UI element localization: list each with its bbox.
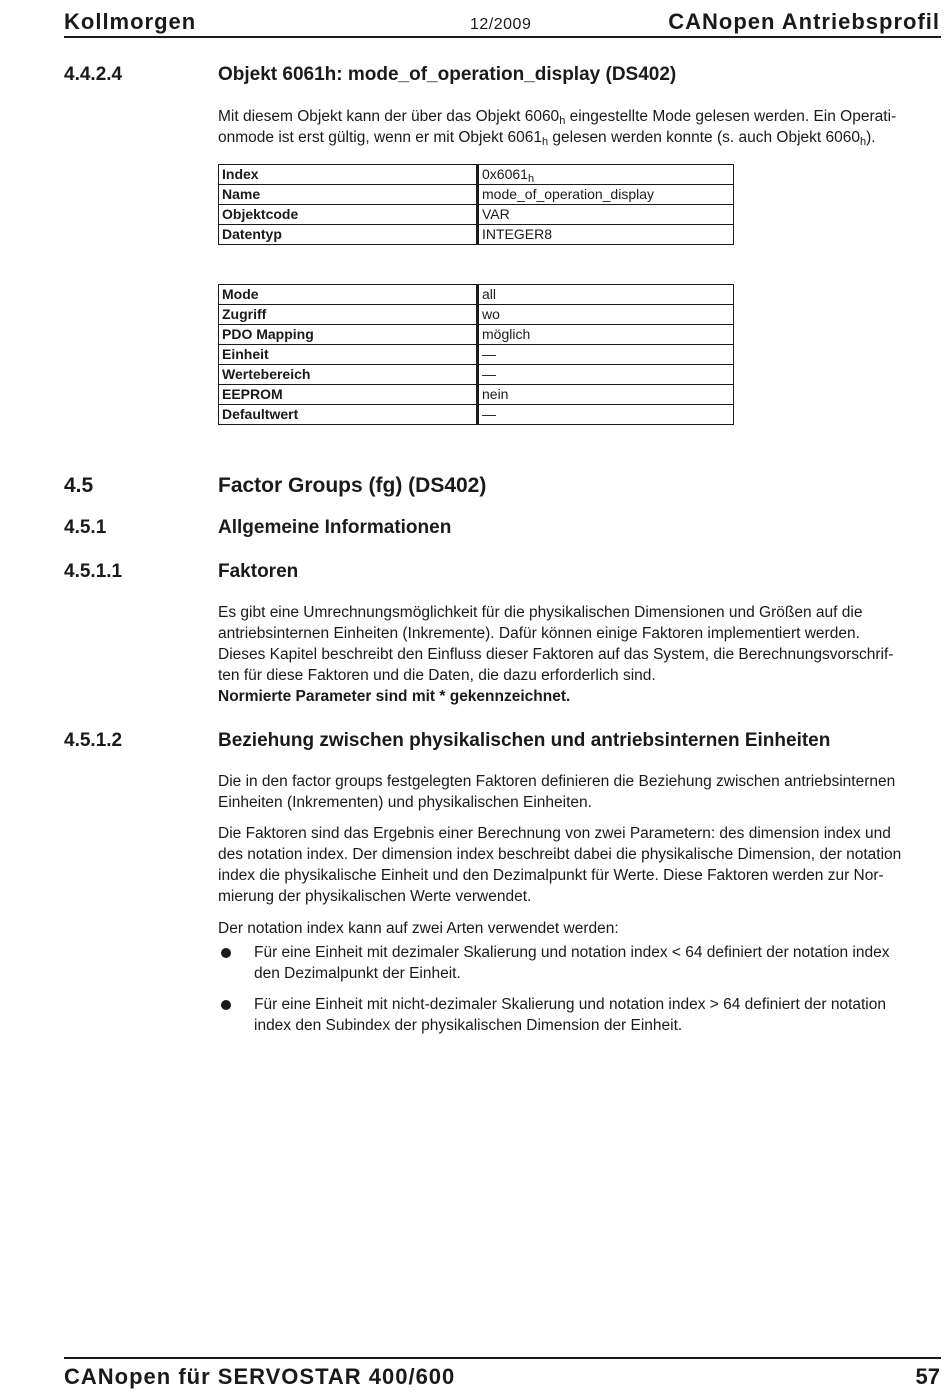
table-row	[219, 225, 734, 245]
table-value: wo	[478, 305, 734, 325]
paragraph-line: index die physikalische Einheit und den Dezimalpunkt für Werte. Diese Faktoren werden zur Nor-	[218, 867, 884, 884]
table-key: Wertebereich	[219, 365, 478, 385]
bullet-line: den Dezimalpunkt der Einheit.	[254, 965, 461, 982]
paragraph-line: ten für diese Faktoren und die Daten, die dazu erforderlich sind.	[218, 667, 656, 684]
table-key: Name	[219, 185, 478, 205]
bullet-line: Für eine Einheit mit dezimaler Skalierung und notation index < 64 definiert der notation index	[254, 944, 890, 961]
footer-document-title: CANopen für SERVOSTAR 400/600	[64, 1364, 456, 1389]
table-row	[219, 405, 734, 425]
paragraph-line: Die in den factor groups festgelegten Faktoren definieren die Beziehung zwischen antriebsinternen	[218, 773, 896, 790]
table-row	[219, 165, 734, 185]
header-company: Kollmorgen	[64, 9, 197, 34]
table-value: VAR	[478, 205, 734, 225]
table-value: all	[478, 285, 734, 305]
section-title-4512: Beziehung zwischen physikalischen und antriebsinternen Einheiten	[218, 730, 831, 751]
table-value: $0x6061_h$	[478, 165, 734, 185]
section-4512-paragraph-c: Der notation index kann auf zwei Arten verwendet werden:	[218, 920, 619, 937]
table-key: Mode	[219, 285, 478, 305]
list-item	[218, 994, 944, 1038]
table-value: —	[478, 345, 734, 365]
header-date: 12/2009	[470, 16, 532, 33]
bullet-icon	[221, 948, 231, 958]
list-item	[218, 942, 944, 986]
section-number-4424: 4.4.2.4	[64, 64, 123, 85]
table-row	[219, 285, 734, 305]
paragraph-line: mierung der physikalischen Werte verwendet.	[218, 888, 532, 905]
table-value: mode_of_operation_display	[478, 185, 734, 205]
header-document-title: CANopen Antriebsprofil	[668, 9, 940, 34]
table-row	[219, 345, 734, 365]
table-row	[219, 185, 734, 205]
table-row	[219, 365, 734, 385]
section-number-4512: 4.5.1.2	[64, 730, 123, 751]
section-4511-paragraph	[218, 602, 944, 707]
table-key: Einheit	[219, 345, 478, 365]
table-key: Objektcode	[219, 205, 478, 225]
table-key: Zugriff	[219, 305, 478, 325]
bullet-icon	[221, 1000, 231, 1010]
note-normalized-parameters: Normierte Parameter sind mit * gekennzeichnet.	[218, 688, 571, 705]
table-key: Index	[219, 165, 478, 185]
table-value: INTEGER8	[478, 225, 734, 245]
paragraph-line: Einheiten (Inkrementen) und physikalischen Einheiten.	[218, 794, 592, 811]
table-key: Datentyp	[219, 225, 478, 245]
section-4512-paragraph-a	[218, 771, 944, 813]
section-title-4511: Faktoren	[218, 561, 299, 582]
table-value: möglich	[478, 325, 734, 345]
paragraph-line: Es gibt eine Umrechnungsmöglichkeit für die physikalischen Dimensionen und Größen auf die	[218, 604, 863, 621]
table-value: —	[478, 365, 734, 385]
section-4424-paragraph: Mit diesem Objekt kann der über das Objekt $6060_h$ eingestellte Mode gelesen werden. Ein Operati- onmode ist erst gültig, wenn er mit Objekt $6061_h$ gelesen werden konnte (s. auch Objekt $6060_h$).	[218, 108, 897, 148]
table-row	[219, 325, 734, 345]
table-row	[219, 305, 734, 325]
table-value: nein	[478, 385, 734, 405]
paragraph-line: antriebsinternen Einheiten (Inkremente). Dafür können einige Faktoren implementiert werden.	[218, 625, 860, 642]
table-value: —	[478, 405, 734, 425]
section-4512-paragraph-b	[218, 823, 944, 907]
header-rule	[64, 36, 941, 38]
bullet-line: index den Subindex der physikalischen Dimension der Einheit.	[254, 1017, 683, 1034]
section-title-45: Factor Groups (fg) (DS402)	[218, 474, 487, 497]
paragraph-line: Die Faktoren sind das Ergebnis einer Berechnung von zwei Parametern: des dimension index und	[218, 825, 891, 842]
table-key: PDO Mapping	[219, 325, 478, 345]
object-table-properties	[218, 164, 734, 245]
footer-rule	[64, 1357, 941, 1359]
section-number-45: 4.5	[64, 474, 94, 497]
section-title-451: Allgemeine Informationen	[218, 517, 452, 538]
table-row	[219, 385, 734, 405]
paragraph-line: Dieses Kapitel beschreibt den Einfluss dieser Faktoren auf das System, die Berechnungsvorschrif-	[218, 646, 894, 663]
table-key: EEPROM	[219, 385, 478, 405]
object-table-access	[218, 284, 734, 425]
bullet-line: Für eine Einheit mit nicht-dezimaler Skalierung und notation index > 64 definiert der notation	[254, 996, 886, 1013]
section-title-4424: Objekt 6061h: mode_of_operation_display (DS402)	[218, 64, 677, 85]
paragraph-line: des notation index. Der dimension index beschreibt dabei die physikalische Dimension, der notation	[218, 846, 902, 863]
section-number-4511: 4.5.1.1	[64, 561, 123, 582]
table-key: Defaultwert	[219, 405, 478, 425]
page-number: 57	[915, 1364, 940, 1389]
table-row	[219, 205, 734, 225]
section-number-451: 4.5.1	[64, 517, 107, 538]
